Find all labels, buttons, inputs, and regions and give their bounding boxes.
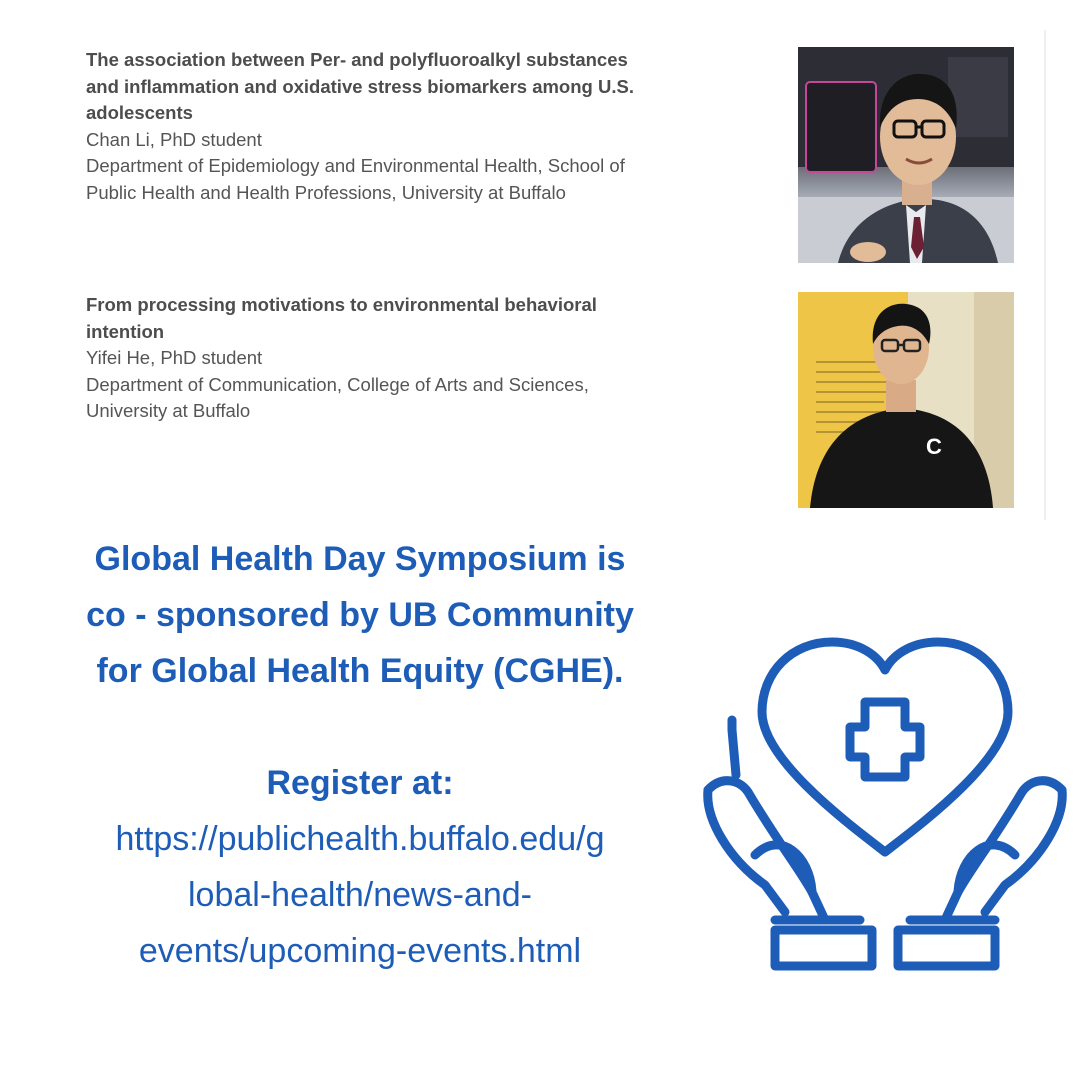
speaker-1-title-line: The association between Per- and polyfluoroalkyl substances: [86, 49, 628, 70]
speaker-2-name: Yifei He, PhD student: [86, 347, 263, 368]
speaker-2-info: [86, 292, 746, 425]
register-url-line: lobal-health/news-and-: [188, 876, 532, 914]
speaker-1-photo: [798, 47, 1014, 263]
speaker-1-title-line: and inflammation and oxidative stress biomarkers among U.S.: [86, 75, 634, 97]
speaker-1-portrait: [798, 47, 1014, 263]
speaker-2-affiliation-line: Department of Communication, College of Arts and Sciences,: [86, 373, 589, 395]
sponsor-line: for Global Health Equity (CGHE).: [96, 652, 624, 690]
shirt-letter: C: [926, 434, 942, 459]
sponsor-line: co - sponsored by UB Community: [86, 596, 634, 634]
medical-cross-icon: [850, 702, 920, 777]
register-url-line: events/upcoming-events.html: [138, 932, 582, 970]
speaker-1-affiliation-line: Department of Epidemiology and Environmental Health, School of: [86, 155, 625, 176]
register-label: Register at:: [266, 764, 454, 802]
speaker-1-affiliation-line: Public Health and Health Professions, University at Buffalo: [86, 181, 566, 203]
speaker-2-affiliation-line: University at Buffalo: [86, 400, 251, 421]
speaker-1-info: [86, 47, 746, 206]
health-care-hands-heart-icon: [700, 630, 1070, 980]
sponsor-line: Global Health Day Symposium is: [94, 540, 626, 578]
speaker-2-title-line: From processing motivations to environmental behavioral: [86, 294, 597, 315]
speaker-2-photo: [798, 292, 1014, 508]
speaker-2-title-line: intention: [86, 320, 165, 342]
speaker-1-title-line: adolescents: [86, 102, 193, 123]
register-url-line: https://publichealth.buffalo.edu/g: [115, 820, 605, 858]
vertical-divider: [1044, 30, 1046, 520]
speaker-1-name: Chan Li, PhD student: [86, 128, 262, 150]
speaker-2-portrait: [798, 292, 1014, 508]
